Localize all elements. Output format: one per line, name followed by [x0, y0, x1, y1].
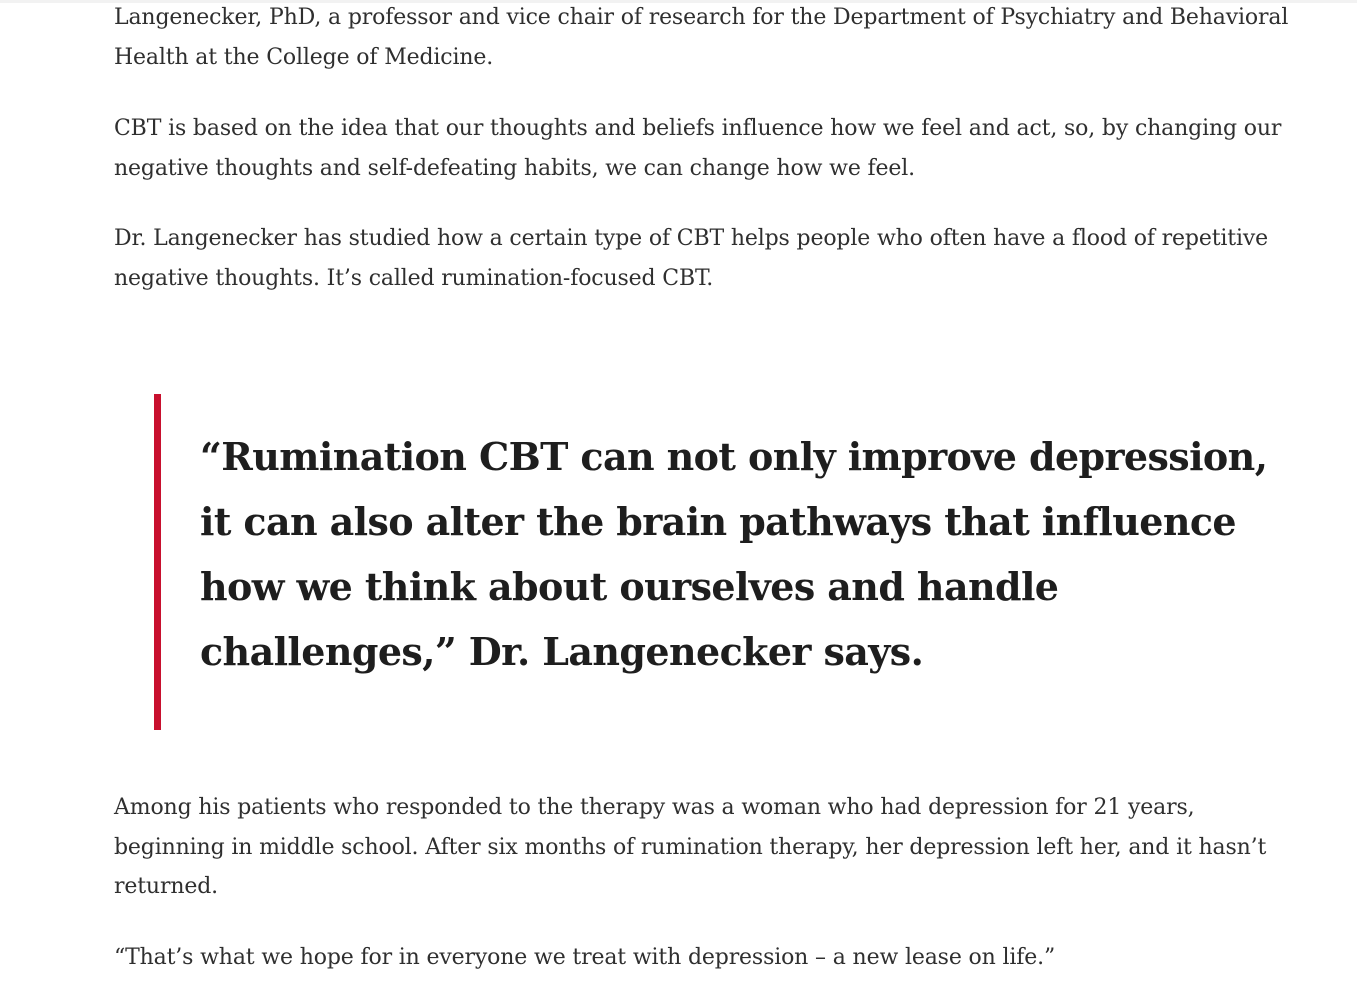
- pull-quote: [154, 394, 1284, 730]
- article-paragraph-5: “That’s what we hope for in everyone we treat with depression – a new lease on life.”: [114, 945, 1056, 970]
- article-paragraph-3: Dr. Langenecker has studied how a certain type of CBT helps people who often have a flood of repetitive negative thoughts. It’s called rumination-focused CBT.: [114, 226, 1269, 291]
- article-paragraph-4: Among his patients who responded to the therapy was a woman who had depression for 21 years, beginning in middle school. After six months of rumination therapy, her depression left her, and it hasn’t returned.: [114, 795, 1267, 899]
- article-paragraph-2: CBT is based on the idea that our thoughts and beliefs influence how we feel and act, so, by changing our negative thoughts and self-defeating habits, we can change how we feel.: [114, 116, 1282, 181]
- pull-quote-text: “Rumination CBT can not only improve depression, it can also alter the brain pathways that influence how we think about ourselves and handle challenges,” Dr. Langenecker says.: [200, 434, 1268, 674]
- article-paragraph-1: Langenecker, PhD, a professor and vice chair of research for the Department of Psychiatry and Behavioral Health at the College of Medicine.: [114, 5, 1289, 70]
